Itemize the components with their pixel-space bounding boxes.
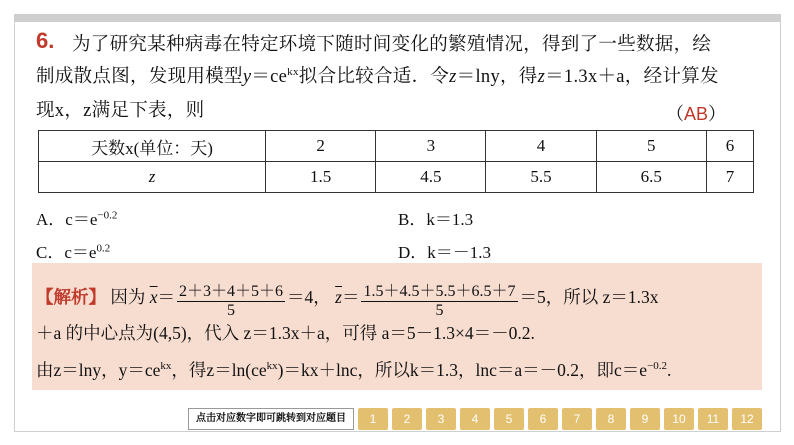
nav-label: 点击对应数字即可跳转到对应题目 xyxy=(188,408,354,430)
nav-button-7[interactable]: 7 xyxy=(562,408,592,430)
table-cell: 5.5 xyxy=(486,162,596,193)
table-cell: 2 xyxy=(266,131,376,162)
fraction-z-mean: $\frac{1.5+4.5+5.5+6.5+7}{5}$ xyxy=(361,278,517,320)
question-number: 6. xyxy=(36,28,55,53)
table-cell: 4 xyxy=(486,131,596,162)
table-cell: 1.5 xyxy=(266,162,376,193)
table-cell: 6 xyxy=(706,131,753,162)
nav-button-9[interactable]: 9 xyxy=(630,408,660,430)
solution-line-3: 由z＝lny，$y=ce^{kx}$，得$z=\ln(ce^{kx})=kx+\ln c$，所以k＝1.3，lnc＝a＝－0.2，即$c=e^{-0.2}$. xyxy=(36,360,672,380)
nav-button-11[interactable]: 11 xyxy=(698,408,728,430)
table-cell: 4.5 xyxy=(376,162,486,193)
table-cell: 5 xyxy=(596,131,706,162)
nav-button-12[interactable]: 12 xyxy=(732,408,762,430)
nav-button-6[interactable]: 6 xyxy=(528,408,558,430)
table-cell: 3 xyxy=(376,131,486,162)
question-line-1: 为了研究某种病毒在特定环境下随时间变化的繁殖情况，得到了一些数据，绘 xyxy=(72,35,712,55)
nav-button-8[interactable]: 8 xyxy=(596,408,626,430)
nav-button-4[interactable]: 4 xyxy=(460,408,490,430)
question-line-2: 制成散点图，发现用模型$y=ce^{kx}$拟合比较合适．令z＝lny，得z＝1.3x＋a，经计算发 xyxy=(36,65,719,87)
table-header-cell: z xyxy=(39,162,266,193)
option-a: A．$c=e^{-0.2}$ xyxy=(36,209,118,229)
question-line-3: 现x，z满足下表，则 xyxy=(36,101,205,121)
table-row xyxy=(39,162,754,193)
solution-tag: 【解析】 xyxy=(36,287,106,308)
option-d: D．k＝－1.3 xyxy=(398,243,492,262)
nav-button-3[interactable]: 3 xyxy=(426,408,456,430)
table-cell: 7 xyxy=(706,162,753,193)
option-b: B．k＝1.3 xyxy=(398,210,474,229)
answer: （AB） xyxy=(666,104,727,124)
solution-line-2: ＋a 的中心点为(4,5)，代入 z＝1.3x＋a，可得 a＝5－1.3×4＝－0.2. xyxy=(36,323,535,343)
option-c: C．$c=e^{0.2}$ xyxy=(36,242,111,262)
nav-button-1[interactable]: 1 xyxy=(358,408,388,430)
nav-button-2[interactable]: 2 xyxy=(392,408,422,430)
data-table xyxy=(38,130,754,193)
table-header-cell: 天数x(单位：天) xyxy=(39,131,266,162)
nav-button-10[interactable]: 10 xyxy=(664,408,694,430)
nav-button-5[interactable]: 5 xyxy=(494,408,524,430)
fraction-x-mean: $\frac{2+3+4+5+6}{5}$ xyxy=(177,278,285,320)
table-cell: 6.5 xyxy=(596,162,706,193)
solution-line-1: 【解析】 因为 $\overline{x}=$ $\frac{2+3+4+5+6}{5}$ ＝4， $\overline{z}=$ $\frac{1.5+4.5+5.5+6.5+7}{5}$ ＝5，所以 z＝1.3x xyxy=(36,278,659,320)
table-row xyxy=(39,131,754,162)
